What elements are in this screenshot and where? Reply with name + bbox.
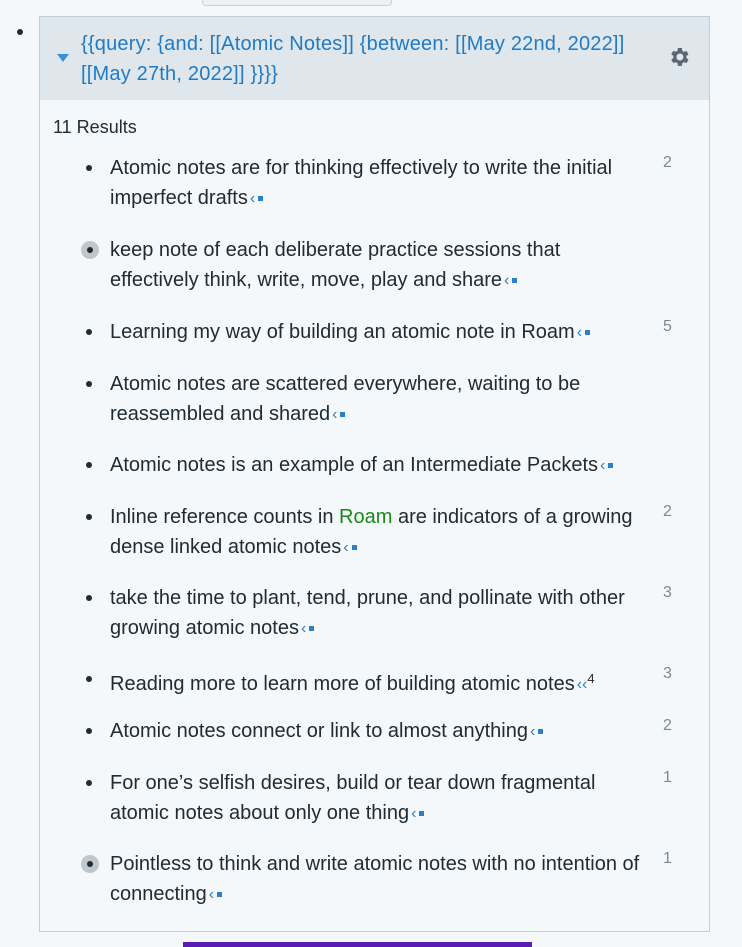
result-text[interactable]: take the time to plant, tend, prune, and pollinate with other growing atomic notes ‹ — [110, 583, 640, 644]
block-bullet[interactable] — [86, 329, 92, 335]
result-block[interactable] — [78, 450, 698, 482]
reference-count[interactable]: 1 — [663, 769, 672, 786]
reference-count[interactable]: 1 — [663, 850, 672, 867]
caret-down-icon[interactable] — [57, 54, 69, 62]
block-reference-icon[interactable]: ‹ — [530, 717, 543, 747]
result-text[interactable]: Inline reference counts in Roam are indicators of a growing dense linked atomic notes ‹ — [110, 502, 640, 563]
block-reference-icon[interactable]: ‹ — [600, 451, 613, 481]
block-bullet[interactable] — [86, 514, 92, 520]
reference-count[interactable]: 2 — [663, 154, 672, 171]
result-text[interactable]: Atomic notes connect or link to almost anything ‹ — [110, 716, 640, 747]
gear-icon[interactable] — [667, 45, 691, 69]
page-link-roam[interactable]: Roam — [339, 506, 393, 528]
block-bullet[interactable] — [86, 595, 92, 601]
block-reference-icon[interactable]: ‹ — [577, 318, 590, 348]
parent-block-bullet[interactable] — [17, 29, 23, 35]
block-reference-icon[interactable]: ‹ — [343, 533, 356, 563]
collapsed-block-bullet[interactable] — [81, 855, 99, 873]
block-bullet[interactable] — [86, 165, 92, 171]
block-reference-icon[interactable]: ‹ — [250, 184, 263, 214]
block-bullet[interactable] — [86, 728, 92, 734]
result-block[interactable] — [78, 768, 698, 830]
reference-count[interactable]: 2 — [663, 717, 672, 734]
block-bullet[interactable] — [86, 780, 92, 786]
result-block[interactable] — [78, 369, 698, 431]
result-text[interactable]: Pointless to think and write atomic notes with no intention of connecting ‹ — [110, 849, 640, 910]
result-block[interactable] — [78, 502, 698, 564]
result-block[interactable] — [78, 153, 698, 215]
top-input-stub[interactable] — [202, 0, 392, 6]
result-block[interactable] — [78, 716, 698, 748]
result-text[interactable]: Atomic notes is an example of an Intermediate Packets ‹ — [110, 450, 640, 481]
result-block[interactable] — [78, 317, 698, 349]
block-reference-icon[interactable]: ‹ — [209, 880, 222, 910]
block-reference-icon[interactable]: ‹ — [504, 266, 517, 296]
result-block[interactable] — [78, 583, 698, 645]
result-block[interactable] — [78, 849, 698, 911]
result-block[interactable] — [78, 664, 698, 696]
query-expression[interactable]: {{query: {and: [[Atomic Notes]] {between: [[May 22nd, 2022]] [[May 27th, 2022]] }}}} — [81, 33, 625, 85]
block-bullet[interactable] — [86, 676, 92, 682]
block-reference-icon[interactable]: ‹‹$^4$ — [576, 671, 595, 693]
bottom-highlight-bar — [183, 942, 532, 947]
result-text[interactable]: Reading more to learn more of building atomic notes ‹‹$^4$ — [110, 664, 640, 700]
block-reference-icon[interactable]: ‹ — [332, 400, 345, 430]
reference-count[interactable]: 3 — [663, 584, 672, 601]
collapsed-block-bullet[interactable] — [81, 241, 99, 259]
block-bullet[interactable] — [86, 462, 92, 468]
reference-count[interactable]: 3 — [663, 665, 672, 682]
result-text[interactable]: For one’s selfish desires, build or tear down fragmental atomic notes about only one thing ‹ — [110, 768, 640, 829]
query-header — [40, 17, 709, 100]
result-text[interactable]: Atomic notes are for thinking effectively to write the initial imperfect drafts ‹ — [110, 153, 640, 214]
results-count: 11 Results — [53, 117, 137, 137]
result-text[interactable]: Atomic notes are scattered everywhere, waiting to be reassembled and shared ‹ — [110, 369, 640, 430]
block-reference-icon[interactable]: ‹ — [301, 614, 314, 644]
reference-count[interactable]: 2 — [663, 503, 672, 520]
block-reference-icon[interactable]: ‹ — [411, 799, 424, 829]
reference-count[interactable]: 5 — [663, 318, 672, 335]
query-panel — [39, 16, 710, 932]
block-bullet[interactable] — [86, 381, 92, 387]
result-text[interactable]: Learning my way of building an atomic note in Roam ‹ — [110, 317, 640, 348]
result-text[interactable]: keep note of each deliberate practice sessions that effectively think, write, move, play and share ‹ — [110, 235, 640, 296]
result-block[interactable] — [78, 235, 698, 297]
